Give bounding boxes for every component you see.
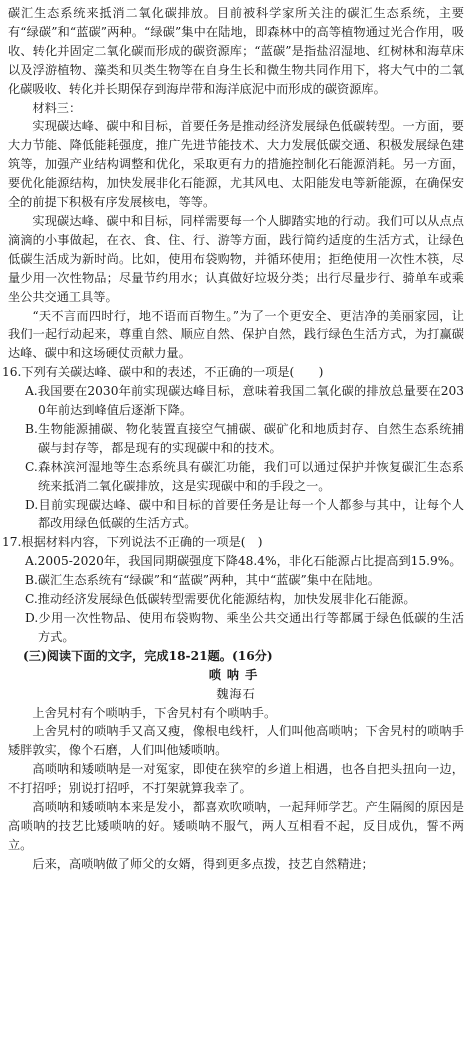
question-16-stem: 16.下列有关碳达峰、碳中和的表述，不正确的一项是( ) xyxy=(2,365,324,380)
question-17-option-c: C.推动经济发展绿色低碳转型需要优化能源结构，加快发展非化石能源。 xyxy=(25,592,416,607)
question-16 xyxy=(2,363,464,533)
story-paragraph: 后来，高唢呐做了师父的女婿，得到更多点拨，技艺自然精进； xyxy=(32,856,374,871)
section-3-heading: (三)阅读下面的文字，完成18-21题。(16分) xyxy=(23,648,273,663)
question-17-option-a: A.2005-2020年，我国同期碳强度下降48.4%，非化石能源占比提高到15.9%。 xyxy=(25,554,462,569)
question-17-option-d: D.少用一次性物品、使用布袋购物、乘坐公共交通出行等都属于绿色低碳的生活方式。 xyxy=(25,611,464,644)
paragraph-material-3-3: “天不言而四时行，地不语而百物生。”为了一个更安全、更洁净的美丽家园，让我们一起行动起来，尊重自然、顺应自然、保护自然，践行绿色生活方式，为打赢碳达峰、碳中和这场硬仗贡献力量。 xyxy=(8,308,464,361)
story-paragraph: 上舍旯村有个唢呐手，下舍旯村有个唢呐手。 xyxy=(32,705,277,720)
question-16-option-b: B.生物能源捕碳、物化装置直接空气捕碳、碳矿化和地质封存、自然生态系统捕碳与封存等，都是现有的实现碳中和的技术。 xyxy=(25,421,464,455)
story-title: 唢呐手 xyxy=(208,667,264,682)
paragraph-carbon-sink: 碳汇生态系统来抵消二氧化碳排放。目前被科学家所关注的碳汇生态系统，主要有“绿碳”和“蓝碳”两种。“绿碳”集中在陆地，即森林中的高等植物通过光合作用，吸收、转化并固定二氧化碳而形成的碳资源库；“蓝碳”是指盐沼湿地、红树林和海草床以及浮游植物、藻类和贝类生物等在自身生长和微生物共同作用下，将大气中的二氧化碳吸收、转化并长期保存到海岸带和海洋底泥中而形成的碳资源库。 xyxy=(8,6,464,96)
question-17 xyxy=(2,533,464,646)
story-paragraph: 高唢呐和矮唢呐本来是发小，都喜欢吹唢呐，一起拜师学艺。产生隔阂的原因是高唢呐的技艺比矮唢呐的好。矮唢呐不服气，两人互相看不起，反目成仇，誓不两立。 xyxy=(8,800,464,852)
question-17-stem: 17.根据材料内容，下列说法不正确的一项是( ) xyxy=(2,535,263,550)
material-3-heading: 材料三： xyxy=(32,100,82,115)
paragraph-material-3-2: 实现碳达峰、碳中和目标，同样需要每一个人脚踏实地的行动。我们可以从点点滴滴的小事做起，在衣、食、住、行、游等方面，践行简约适度的生活方式，让绿色低碳生活成为新时尚。比如，使用布袋购物，并循环使用；拒绝使用一次性木筷，尽量少用一次性物品；尽量节约用水；认真做好垃圾分类；出行尽量步行、骑单车或乘坐公共交通工具等。 xyxy=(8,213,464,304)
story-paragraph: 高唢呐和矮唢呐是一对冤家，即使在狭窄的乡道上相遇，也各自把头扭向一边，不打招呼；别说打招呼，不打架就算我幸了。 xyxy=(8,762,464,796)
story-author: 魏海石 xyxy=(216,686,256,701)
paragraph-material-3-1: 实现碳达峰、碳中和目标，首要任务是推动经济发展绿色低碳转型。一方面，要大力节能、降低能耗强度，推广先进节能技术、大力发展低碳交通、积极发展绿色建筑等，加强产业结构调整和优化，采取更有力的措施控制化石能源消耗。另一方面，要优化能源结构，加快发展非化石能源，尤其风电、太阳能发电等新能源，在确保安全的前提下积极有序发展核电，等等。 xyxy=(8,119,464,210)
question-17-option-b: B.碳汇生态系统有“绿碳”和“蓝碳”两种，其中“蓝碳”集中在陆地。 xyxy=(25,573,380,588)
question-16-option-a: A.我国要在2030年前实现碳达峰目标，意味着我国二氧化碳的排放总量要在2030年前达到峰值后逐渐下降。 xyxy=(25,384,464,418)
question-16-option-d: D.目前实现碳达峰、碳中和目标的首要任务是让每一个人都参与其中，让每个人都改用绿色低碳的生活方式。 xyxy=(25,497,464,531)
story-paragraph: 上舍旯村的唢呐手又高又瘦，像根电线杆，人们叫他高唢呐；下舍旯村的唢呐手矮胖敦实，像个石磨，人们叫他矮唢呐。 xyxy=(8,724,464,758)
question-16-option-c: C.森林滨河湿地等生态系统具有碳汇功能，我们可以通过保护并恢复碳汇生态系统来抵消二氧化碳排放，这是实现碳中和的手段之一。 xyxy=(25,459,464,493)
